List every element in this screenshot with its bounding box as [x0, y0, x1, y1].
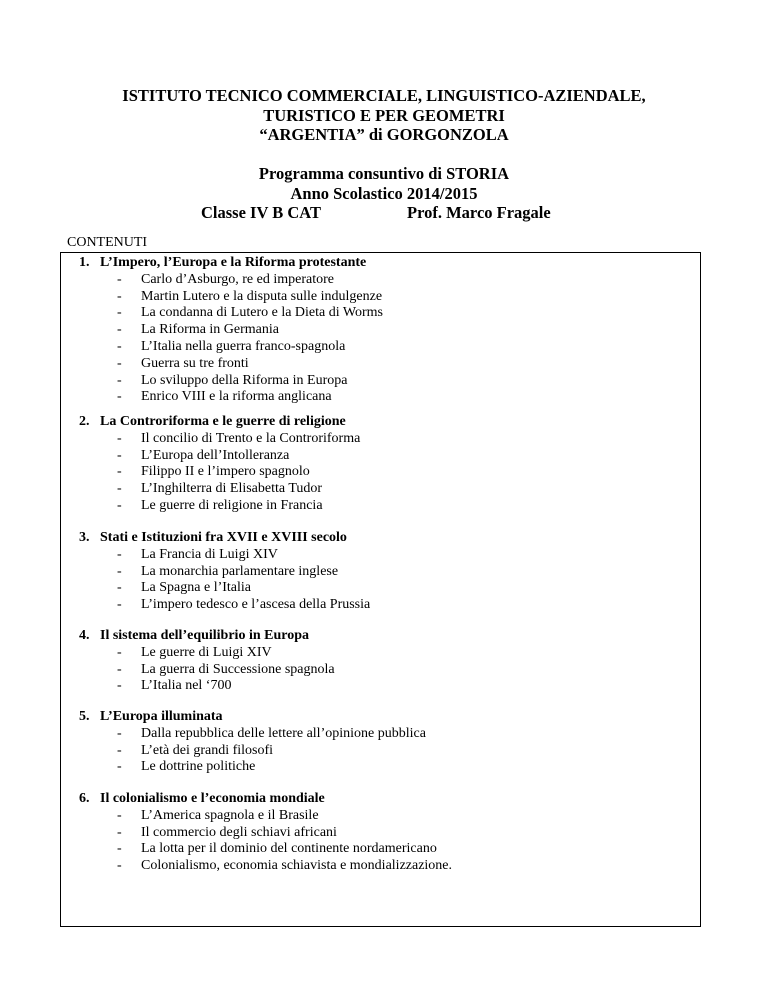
list-item — [79, 498, 679, 515]
dash-bullet: - — [117, 807, 122, 823]
dash-bullet: - — [117, 481, 122, 497]
list-item-text: L’Europa dell’Intolleranza — [141, 447, 290, 463]
list-item-text: Carlo d’Asburgo, re ed imperatore — [141, 271, 334, 287]
list-item — [79, 726, 679, 743]
section-1 — [79, 255, 679, 406]
section-title — [79, 709, 679, 726]
class-name: Classe IV B CAT — [201, 203, 321, 222]
school-name-line2: TURISTICO E PER GEOMETRI — [263, 105, 505, 125]
list-item-text: Martin Lutero e la disputa sulle indulgenze — [141, 288, 383, 304]
list-item — [79, 564, 679, 581]
list-item-text: La Francia di Luigi XIV — [141, 546, 278, 562]
list-item — [79, 743, 679, 760]
dash-bullet: - — [117, 644, 122, 660]
list-item — [79, 841, 679, 858]
section-title-text: La Controriforma e le guerre di religione — [100, 414, 346, 429]
dash-bullet: - — [117, 841, 122, 857]
list-item-text: La monarchia parlamentare inglese — [141, 563, 339, 579]
list-item-text: Dalla repubblica delle lettere all’opinione pubblica — [141, 725, 426, 741]
section-title — [79, 414, 679, 431]
list-item-text: Le dottrine politiche — [141, 759, 256, 775]
list-item-text: Le guerre di religione in Francia — [141, 497, 323, 513]
list-item — [79, 597, 679, 614]
dash-bullet: - — [117, 546, 122, 562]
list-item — [79, 448, 679, 465]
list-item — [79, 431, 679, 448]
list-item — [79, 645, 679, 662]
dash-bullet: - — [117, 742, 122, 758]
dash-bullet: - — [117, 355, 122, 371]
list-item-text: Lo sviluppo della Riforma in Europa — [141, 372, 348, 388]
section-number: 6. — [79, 791, 90, 806]
dash-bullet: - — [117, 430, 122, 446]
list-item — [79, 339, 679, 356]
section-title-text: Il sistema dell’equilibrio in Europa — [100, 628, 309, 643]
section-number: 1. — [79, 255, 90, 270]
section-title — [79, 628, 679, 645]
list-item — [79, 808, 679, 825]
section-title — [79, 530, 679, 547]
section-title-text: Il colonialismo e l’economia mondiale — [100, 791, 325, 806]
dash-bullet: - — [117, 497, 122, 513]
section-title-text: L’Impero, l’Europa e la Riforma protestante — [100, 255, 367, 270]
list-item — [79, 305, 679, 322]
list-item — [79, 825, 679, 842]
school-year: Anno Scolastico 2014/2015 — [290, 183, 478, 203]
dash-bullet: - — [117, 597, 122, 613]
list-item-text: L’impero tedesco e l’ascesa della Prussia — [141, 597, 371, 613]
dash-bullet: - — [117, 288, 122, 304]
list-item-text: Le guerre di Luigi XIV — [141, 644, 272, 660]
list-item-text: La condanna di Lutero e la Dieta di Worms — [141, 305, 383, 321]
list-item-text: Il commercio degli schiavi africani — [141, 824, 337, 840]
dash-bullet: - — [117, 580, 122, 596]
list-item — [79, 678, 679, 695]
dash-bullet: - — [117, 338, 122, 354]
list-item — [79, 662, 679, 679]
dash-bullet: - — [117, 678, 122, 694]
dash-bullet: - — [117, 725, 122, 741]
list-item — [79, 858, 679, 875]
section-5 — [79, 709, 679, 776]
list-item-text: Filippo II e l’impero spagnolo — [141, 464, 310, 480]
list-item-text: L’Italia nella guerra franco-spagnola — [141, 338, 346, 354]
section-number: 3. — [79, 530, 90, 545]
list-item — [79, 759, 679, 776]
contents-label: CONTENUTI — [67, 235, 148, 250]
list-item-text: Colonialismo, economia schiavista e mondializzazione. — [141, 858, 453, 874]
dash-bullet: - — [117, 389, 122, 405]
dash-bullet: - — [117, 759, 122, 775]
section-title — [79, 791, 679, 808]
dash-bullet: - — [117, 372, 122, 388]
list-item — [79, 373, 679, 390]
list-item-text: L’Italia nel ‘700 — [141, 678, 232, 694]
dash-bullet: - — [117, 305, 122, 321]
list-item-text: Guerra su tre fronti — [141, 355, 249, 371]
list-item — [79, 356, 679, 373]
section-number: 4. — [79, 628, 90, 643]
section-6 — [79, 791, 679, 875]
list-item — [79, 464, 679, 481]
dash-bullet: - — [117, 271, 122, 287]
program-title: Programma consuntivo di STORIA — [258, 164, 510, 183]
school-name-line3: “ARGENTIA” di GORGONZOLA — [259, 125, 509, 144]
dash-bullet: - — [117, 322, 122, 338]
school-header — [0, 86, 768, 145]
list-item — [79, 289, 679, 306]
professor-name: Prof. Marco Fragale — [407, 203, 551, 222]
list-item — [79, 481, 679, 498]
list-item — [79, 272, 679, 289]
section-3 — [79, 530, 679, 614]
dash-bullet: - — [117, 563, 122, 579]
list-item — [79, 580, 679, 597]
section-number: 2. — [79, 414, 90, 429]
list-item-text: Enrico VIII e la riforma anglicana — [141, 389, 332, 405]
list-item-text: L’età dei grandi filosofi — [141, 742, 274, 758]
list-item — [79, 547, 679, 564]
section-title-text: Stati e Istituzioni fra XVII e XVIII secolo — [100, 530, 347, 545]
dash-bullet: - — [117, 464, 122, 480]
list-item-text: La Spagna e l’Italia — [141, 580, 252, 596]
dash-bullet: - — [117, 447, 122, 463]
list-item-text: La guerra di Successione spagnola — [141, 661, 335, 677]
list-item-text: L’Inghilterra di Elisabetta Tudor — [141, 481, 323, 497]
section-title-text: L’Europa illuminata — [100, 709, 223, 724]
section-title — [79, 255, 679, 272]
dash-bullet: - — [117, 661, 122, 677]
school-name-line1: ISTITUTO TECNICO COMMERCIALE, LINGUISTICO-AZIENDALE, — [122, 86, 646, 105]
dash-bullet: - — [117, 824, 122, 840]
section-2 — [79, 414, 679, 515]
list-item — [79, 322, 679, 339]
list-item-text: La Riforma in Germania — [141, 322, 280, 338]
dash-bullet: - — [117, 858, 122, 874]
list-item — [79, 389, 679, 406]
section-number: 5. — [79, 709, 90, 724]
list-item-text: La lotta per il dominio del continente nordamericano — [141, 841, 437, 857]
program-heading — [0, 164, 768, 203]
list-item-text: L’America spagnola e il Brasile — [141, 807, 319, 823]
section-4 — [79, 628, 679, 695]
list-item-text: Il concilio di Trento e la Controriforma — [141, 430, 361, 446]
